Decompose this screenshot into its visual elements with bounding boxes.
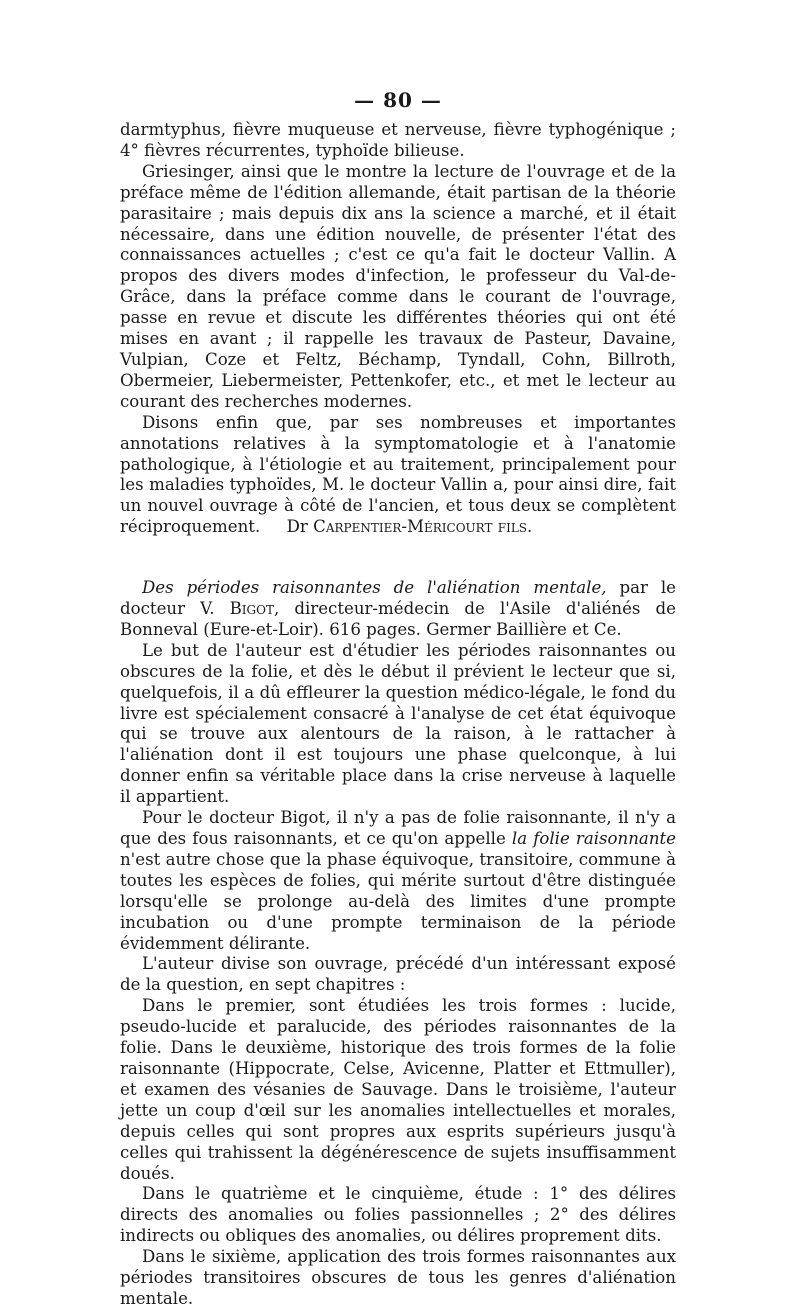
book-title: Des périodes raisonnantes de l'aliénation mentale, bbox=[142, 578, 607, 598]
review1-paragraph-2: Griesinger, ainsi que le montre la lecture de l'ouvrage et de la préface même de l'édition allemande, était partisan de la théorie parasitaire ; mais depuis dix ans la science a marché, et il était nécessaire, dans une édition nouvelle, de présenter l'état des connaissances actuelles ; c'est ce qu'a fait le docteur Vallin. A propos des divers modes d'infection, le professeur du Val-de-Grâce, dans la préface comme dans le courant de l'ouvrage, passe en revue et discute les différentes théories qui ont été mises en avant ; il rappelle les travaux de Pasteur, Davaine, Vulpian, Coze et Feltz, Béchamp, Tyndall, Cohn, Billroth, Obermeier, Liebermeister, Pettenkofer, etc., et met le lecteur au courant des recherches modernes. bbox=[120, 161, 676, 411]
review2-paragraph-1: Le but de l'auteur est d'étudier les périodes raisonnantes ou obscures de la folie, et dès le début il prévient le lecteur que si, quelquefois, il a dû effleurer la question médico-légale, le fond du livre est spécialement consacré à l'analyse de cet état équivoque qui se trouve aux alentours de la raison, à le rattacher à l'aliénation dont il est toujours une phase quelconque, à lui donner enfin sa véritable place dans la crise nerveuse à laquelle il appartient. bbox=[120, 640, 676, 807]
page-number: — 80 — bbox=[354, 88, 442, 112]
citation-mid: par le docteur V. bbox=[120, 578, 677, 619]
review2-paragraph-4: Dans le premier, sont étudiées les trois formes : lucide, pseudo-lucide et paralucide, des périodes raisonnantes de la folie. Dans le deuxième, historique des trois formes de la folie raisonnante (Hippocrate, Celse, Avicenne, Platter et Ettmuller), et examen des vésanies de Sauvage. Dans le troisième, l'auteur jette un coup d'œil sur les anomalies intellectuelles et morales, depuis celles qui sont propres aux esprits supérieurs jusqu'à celles qui trahissent la dégénérescence de sujets insuffisamment doués. bbox=[120, 996, 676, 1183]
signature-prefix: Dr bbox=[286, 517, 308, 537]
review1-paragraph-1: darmtyphus, fièvre muqueuse et nerveuse, fièvre typhogénique ; 4° fièvres récurrentes, typhoïde bilieuse. bbox=[120, 120, 676, 160]
review2-paragraph-2-end: n'est autre chose que la phase équivoque, transitoire, commune à toutes les espèces de folies, qui mérite surtout d'être distinguée lorsqu'elle se prolonge au-delà des limites d'une prompte incubation ou d'une prompte terminaison de la période évidemment délirante. bbox=[120, 849, 676, 953]
review2-citation bbox=[120, 578, 676, 641]
review2-paragraph-6: Dans le sixième, application des trois formes raisonnantes aux périodes transitoires obscures de tous les genres d'aliénation mentale. bbox=[120, 1247, 676, 1308]
review2-paragraph-2-start: Pour le docteur Bigot, il n'y a pas de folie raisonnante, il n'y a que des fous raisonnants, et ce qu'on appelle bbox=[120, 808, 676, 848]
review2-italic-term: la folie raisonnante bbox=[511, 829, 676, 848]
review1-paragraph-3-text: Disons enfin que, par ses nombreuses et importantes annotations relatives à la symptomatologie et à l'anatomie pathologique, à l'étiologie et au traitement, principalement pour les maladies typhoïdes, M. le docteur Vallin a, pour ainsi dire, fait un nouvel ouvrage à côté de l'ancien, et tous deux se complètent réciproquement. bbox=[120, 412, 676, 537]
citation-rest: , directeur-médecin de l'Asile d'aliénés de Bonneval (Eure-et-Loir). 616 pages. Germer Baillière et Ce. bbox=[120, 599, 676, 639]
review1-paragraph-3 bbox=[120, 413, 676, 538]
review2-paragraph-3: L'auteur divise son ouvrage, précédé d'un intéressant exposé de la question, en sept chapitres : bbox=[120, 954, 676, 995]
section-gap bbox=[120, 538, 676, 578]
review2-paragraph-5: Dans le quatrième et le cinquième, étude : 1° des délires directs des anomalies ou folies passionnelles ; 2° des délires indirects ou obliques des anomalies, ou délires proprement dits. bbox=[120, 1184, 676, 1246]
author-name: Bigot bbox=[229, 599, 274, 619]
review2-paragraph-2 bbox=[120, 808, 676, 954]
review1-signature: Carpentier-Méricourt fils. bbox=[313, 517, 533, 537]
